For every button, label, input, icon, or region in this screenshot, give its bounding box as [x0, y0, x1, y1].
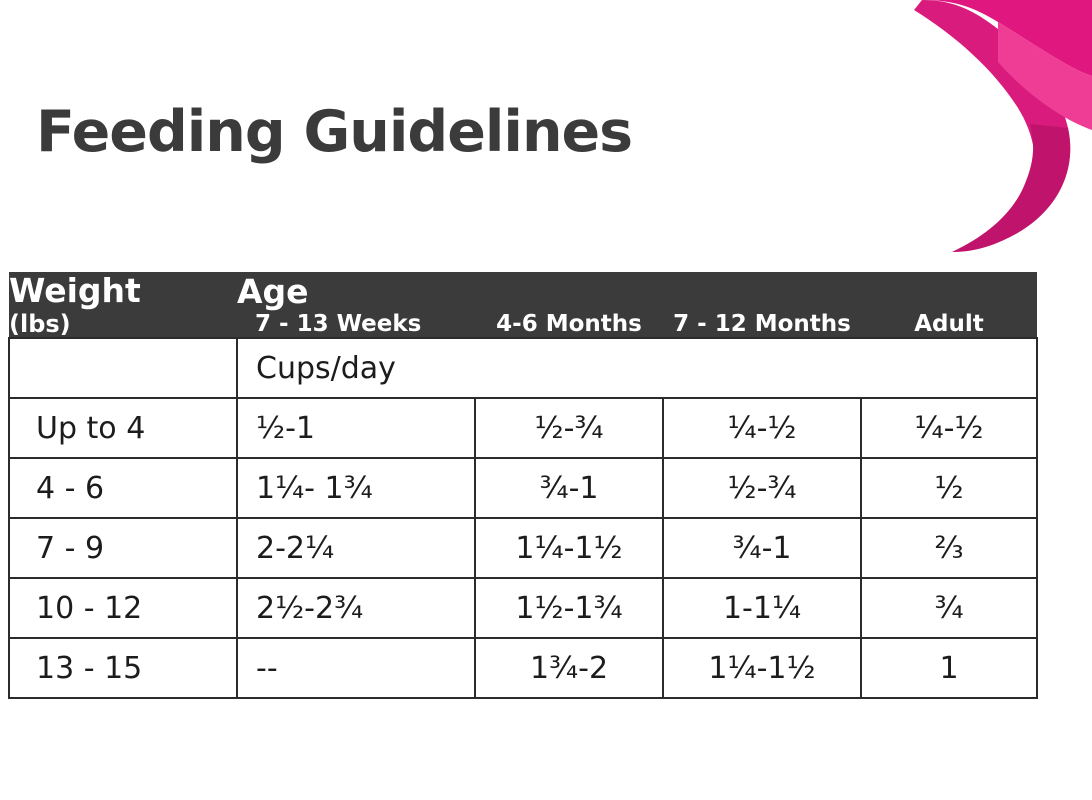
row-weight-4: 13 - 15	[9, 638, 237, 698]
row-1-value-0: 1¼- 1¾	[237, 458, 475, 518]
row-0-value-2: ¼-½	[663, 398, 861, 458]
row-3-value-2: 1-1¼	[663, 578, 861, 638]
row-4-value-1: 1¾-2	[475, 638, 663, 698]
row-1-value-3: ½	[861, 458, 1037, 518]
row-0-value-3: ¼-½	[861, 398, 1037, 458]
units-row-weight-cell	[9, 338, 237, 398]
row-0-value-1: ½-¾	[475, 398, 663, 458]
pink-swoosh-decoration	[772, 0, 1092, 270]
page-title: Feeding Guidelines	[36, 99, 633, 165]
row-weight-3: 10 - 12	[9, 578, 237, 638]
row-3-value-1: 1½-1¾	[475, 578, 663, 638]
header-age-label: Age	[237, 272, 1037, 311]
header-weight-unit: (lbs)	[9, 311, 237, 338]
row-2-value-3: ⅔	[861, 518, 1037, 578]
row-1-value-1: ¾-1	[475, 458, 663, 518]
row-2-value-1: 1¼-1½	[475, 518, 663, 578]
table-row	[9, 518, 1037, 578]
table-header-row-bottom	[9, 311, 1037, 338]
row-3-value-3: ¾	[861, 578, 1037, 638]
row-4-value-3: 1	[861, 638, 1037, 698]
feeding-guidelines-table-wrapper	[8, 272, 1036, 699]
row-0-value-0: ½-1	[237, 398, 475, 458]
header-weight-label: Weight	[9, 272, 237, 311]
table-row	[9, 578, 1037, 638]
row-1-value-2: ½-¾	[663, 458, 861, 518]
table-header-row-top	[9, 272, 1037, 311]
table-row	[9, 638, 1037, 698]
row-weight-2: 7 - 9	[9, 518, 237, 578]
pink-swoosh-icon	[772, 0, 1092, 270]
row-2-value-0: 2-2¼	[237, 518, 475, 578]
units-row-label: Cups/day	[237, 338, 1037, 398]
row-2-value-2: ¾-1	[663, 518, 861, 578]
table-row-units	[9, 338, 1037, 398]
row-4-value-2: 1¼-1½	[663, 638, 861, 698]
row-4-value-0: --	[237, 638, 475, 698]
table-row	[9, 458, 1037, 518]
row-3-value-0: 2½-2¾	[237, 578, 475, 638]
header-age-col-1: 4-6 Months	[475, 311, 663, 338]
header-age-col-3: Adult	[861, 311, 1037, 338]
header-age-col-2: 7 - 12 Months	[663, 311, 861, 338]
header-age-col-0: 7 - 13 Weeks	[237, 311, 475, 338]
row-weight-1: 4 - 6	[9, 458, 237, 518]
table-row	[9, 398, 1037, 458]
row-weight-0: Up to 4	[9, 398, 237, 458]
feeding-guidelines-table	[8, 272, 1038, 699]
